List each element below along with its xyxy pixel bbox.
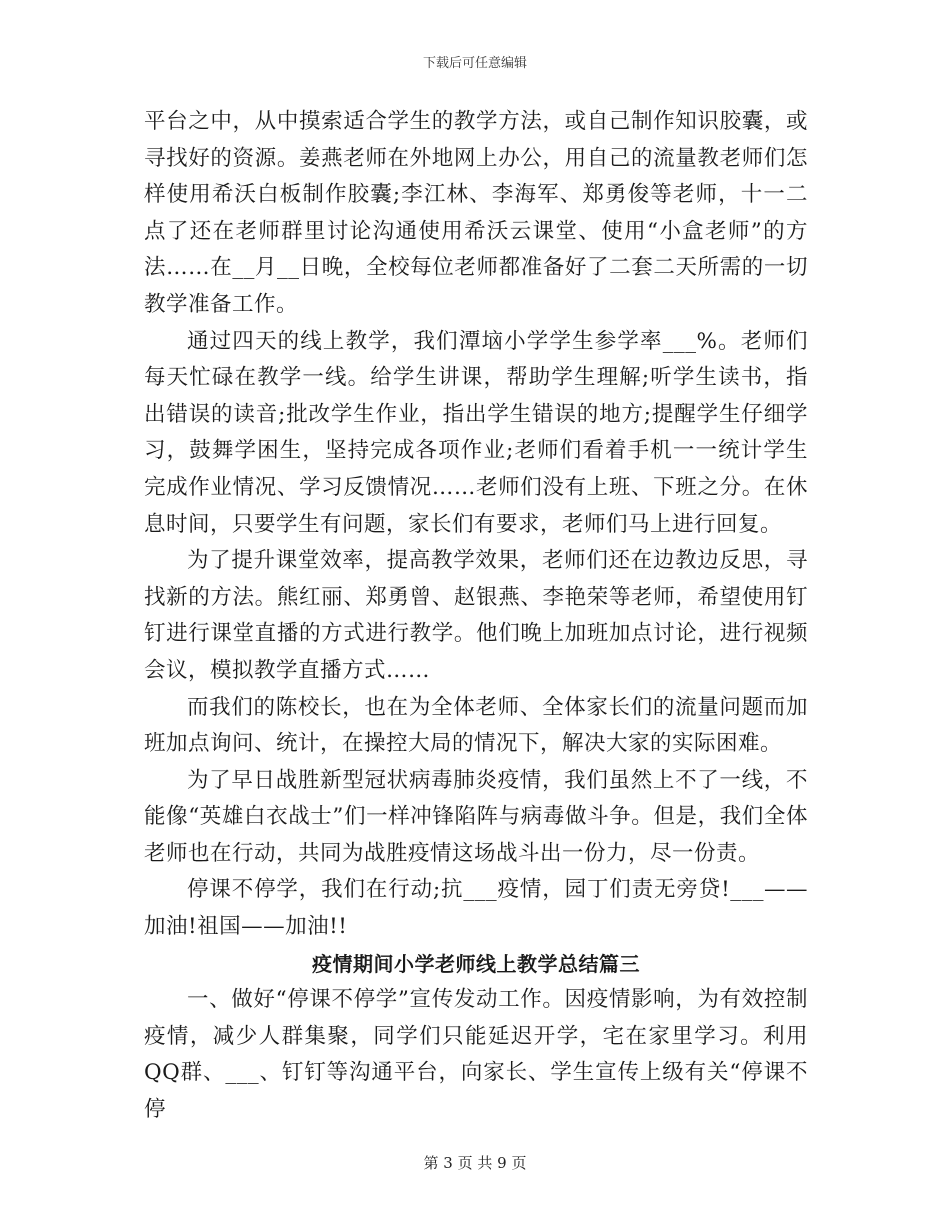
paragraph-online-teaching: 通过四天的线上教学，我们潭垴小学学生参学率___%。老师们每天忙碌在教学一线。给学生讲课，帮助学生理解;听学生读书，指出错误的读音;批改学生作业，指出学生错误的地方;提醒学生仔细学习，鼓舞学困生，坚持完成各项作业;老师们看着手机一一统计学生完成作业情况、学习反馈情况……老师们没有上班、下班之分。在休息时间，只要学生有问题，家长们有要求，老师们马上进行回复。 bbox=[144, 328, 808, 537]
page-header-note: 下载后可任意编辑 bbox=[422, 56, 527, 71]
paragraph-epidemic: 为了早日战胜新型冠状病毒肺炎疫情，我们虽然上不了一线，不能像“英雄白衣战士”们一样冲锋陷阵与病毒做斗争。但是，我们全体老师也在行动，共同为战胜疫情这场战斗出一份力，尽一份责。 bbox=[144, 767, 808, 866]
section-title: 疫情期间小学老师线上教学总结篇三 bbox=[312, 951, 640, 976]
paragraph-efficiency: 为了提升课堂效率，提高教学效果，老师们还在边教边反思，寻找新的方法。熊红丽、郑勇曾、赵银燕、李艳荣等老师，希望使用钉钉进行课堂直播的方式进行教学。他们晚上加班加点讨论，进行视频会议，模拟教学直播方式…… bbox=[144, 548, 808, 683]
document-body bbox=[144, 104, 808, 1129]
paragraph-continued: 平台之中，从中摸索适合学生的教学方法，或自己制作知识胶囊，或寻找好的资源。姜燕老师在外地网上办公，用自己的流量教老师们怎样使用希沃白板制作胶囊;李江林、李海军、郑勇俊等老师，十一二点了还在老师群里讨论沟通使用希沃云课堂、使用“小盒老师”的方法……在__月__日晚，全校每位老师都准备好了二套二天所需的一切教学准备工作。 bbox=[144, 109, 808, 317]
paragraph-slogan: 停课不停学，我们在行动;抗___疫情，园丁们责无旁贷!___——加油!祖国——加油!! bbox=[144, 877, 808, 940]
paragraph-principal: 而我们的陈校长，也在为全体老师、全体家长们的流量问题而加班加点询问、统计，在操控大局的情况下，解决大家的实际困难。 bbox=[144, 694, 808, 757]
paragraph-section-three: 一、做好“停课不停学”宣传发动工作。因疫情影响，为有效控制疫情，减少人群集聚，同学们只能延迟开学，宅在家里学习。利用QQ群、___、钉钉等沟通平台，向家长、学生宣传上级有关“停课不停 bbox=[144, 987, 808, 1123]
page-number: 第 3 页 共 9 页 bbox=[423, 1154, 527, 1172]
